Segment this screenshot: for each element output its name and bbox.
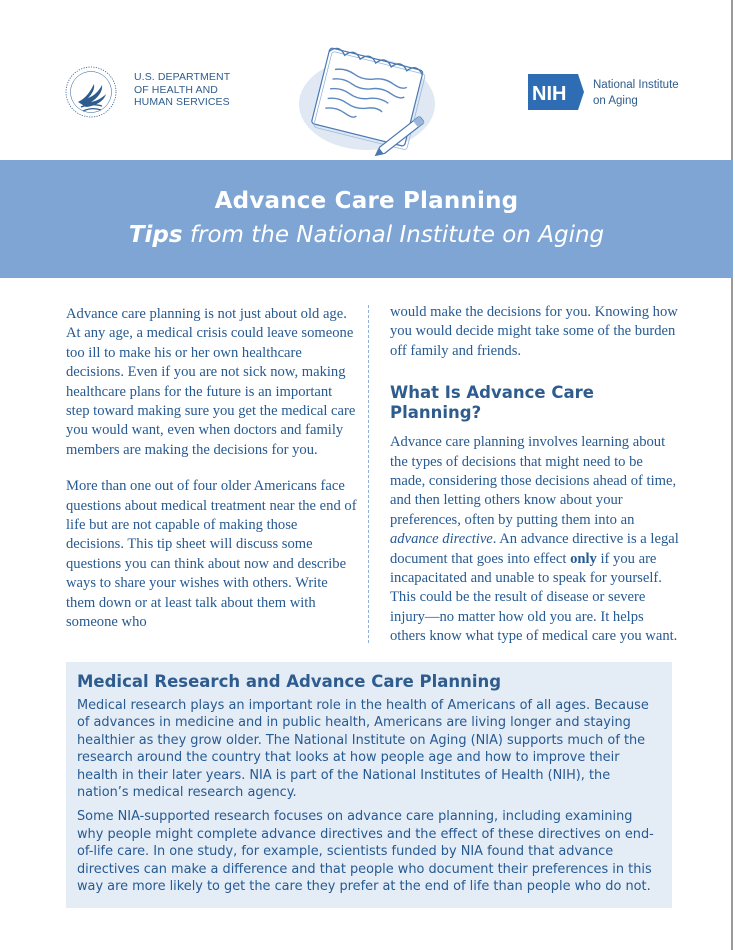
text-run: . An advance directive is a legal document that goes into effect xyxy=(390,531,679,567)
hhs-seal-icon xyxy=(64,58,122,126)
title-banner xyxy=(0,160,733,278)
hhs-line: HUMAN SERVICES xyxy=(134,96,230,108)
body-paragraph: More than one out of four older Americans face questions about medical treatment near the end of life but are not capable of making those decisions. This tip sheet will discuss some questions you can think about now and describe ways to share your wishes with others. Write them down or at least talk about them with someone who xyxy=(66,478,357,631)
body-paragraph: Advance care planning is not just about old age. At any age, a medical crisis could leave someone too ill to make his or her own healthcare decisions. Even if you are not sick now, making healthcare plans for the future is an important step toward making sure you get the medical care you would want, even when doctors and family members are making the decisions for you. xyxy=(66,306,356,458)
nih-name-line: on Aging xyxy=(593,95,638,107)
body-paragraph xyxy=(390,433,680,646)
info-box-paragraph: Some NIA-supported research focuses on advance care planning, including examining why people might complete advance directives and the effect of these directives on end-of-life care. In one study, for example, scientists funded by NIA found that advance directives can make a difference and that people who document their preferences in this way are more likely to get the care they prefer at the end of life than people who do not. xyxy=(77,809,654,895)
text-run: Advance care planning involves learning about the types of decisions that might need to be made, considering those decisions ahead of time, and then letting others know about your preferences, often by putting them into an xyxy=(390,434,677,528)
subtitle-rest: from the National Institute on Aging xyxy=(182,222,605,248)
nih-logo-text: NIH xyxy=(532,83,567,105)
text-run: if you are incapacitated and unable to speak for yourself. This could be the result of disease or severe injury—no matter how old you are. It helps others know what type of medical care you want. xyxy=(390,550,678,645)
nih-logo-icon xyxy=(528,74,584,110)
nih-name-line: National Institute xyxy=(593,79,679,91)
body-paragraph-continuation: would make the decisions for you. Knowing how you would decide might take some of the burden off family and friends. xyxy=(390,304,678,359)
info-box-paragraph: Medical research plays an important role in the health of Americans of all ages. Because of advances in medicine and in public health, Americans are living longer and staying healthier as they grow older. The National Institute on Aging (NIA) supports much of the research around the country that looks at how people age and how to improve their health in their later years. NIA is part of the National Institutes of Health (NIH), the nation’s medical research agency. xyxy=(77,698,649,801)
left-column xyxy=(66,305,358,633)
page-subtitle xyxy=(0,222,733,248)
nih-institute-name xyxy=(593,77,679,109)
hhs-line: U.S. DEPARTMENT xyxy=(134,71,231,83)
notepad-pen-illustration xyxy=(295,38,440,156)
info-box-title: Medical Research and Advance Care Planning xyxy=(77,672,502,691)
text-bold: only xyxy=(570,550,597,567)
subtitle-emphasis: Tips xyxy=(128,222,183,248)
hhs-department-name xyxy=(134,71,230,109)
hhs-line: OF HEALTH AND xyxy=(134,83,218,96)
section-heading: What Is Advance Care Planning? xyxy=(390,383,594,423)
research-info-box xyxy=(66,662,672,908)
column-divider xyxy=(368,305,369,643)
right-column xyxy=(390,303,680,647)
text-italic: advance directive xyxy=(390,531,493,548)
page-title: Advance Care Planning xyxy=(214,188,519,214)
